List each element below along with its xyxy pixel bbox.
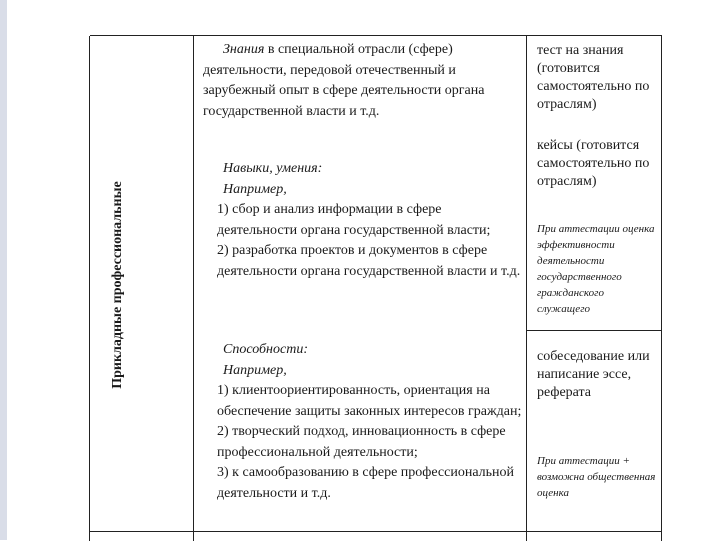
skills-item-2: 2) разработка проектов и документов в сфере деятельности органа государственной власти и т.д. bbox=[217, 243, 521, 279]
assessment-test-text: тест на знания (готовится самостоятельно по отраслям) bbox=[537, 43, 650, 112]
left-edge-strip bbox=[0, 0, 7, 540]
assessment-cases-note-text: При аттестации оценка эффективности деятельности государственного гражданского служащего bbox=[537, 223, 655, 315]
skills-block bbox=[203, 159, 525, 282]
table-border-left bbox=[89, 36, 90, 541]
skills-heading: Навыки, умения: bbox=[223, 161, 323, 176]
category-label: Прикладные профессиональные bbox=[110, 181, 125, 389]
skills-item-1: 1) сбор и анализ информации в сфере деятельности органа государственной власти; bbox=[217, 202, 491, 238]
column-divider-1 bbox=[193, 36, 194, 541]
abilities-heading: Способности: bbox=[223, 342, 308, 357]
assessment-interview-text: собеседование или написание эссе, реферата bbox=[537, 349, 650, 400]
assessment-cases bbox=[537, 137, 657, 191]
column-divider-2 bbox=[526, 36, 527, 541]
knowledge-text-line1: в специальной отрасли (сфере) bbox=[264, 42, 453, 57]
abilities-block bbox=[203, 340, 525, 504]
table-border-right bbox=[661, 36, 662, 541]
assessment-interview bbox=[537, 348, 657, 402]
abilities-item-3: 3) к самообразованию в сфере профессиональной деятельности и т.д. bbox=[217, 465, 515, 501]
knowledge-text: деятельности, передовой отечественный и зарубежный опыт в сфере деятельности органа государственной власти и т.д. bbox=[203, 62, 485, 119]
assessment-interview-note bbox=[537, 453, 657, 501]
assessment-cases-note bbox=[537, 221, 657, 317]
assessment-test bbox=[537, 42, 657, 114]
knowledge-block bbox=[203, 40, 525, 122]
assessment-interview-note-text: При аттестации + возможна общественная оценка bbox=[537, 455, 656, 499]
abilities-item-2: 2) творческий подход, инновационность в сфере профессиональной деятельности; bbox=[217, 424, 506, 460]
abilities-item-1: 1) клиентоориентированность, ориентация на обеспечение защиты законных интересов граждан; bbox=[217, 383, 522, 419]
abilities-example: Например, bbox=[223, 362, 287, 378]
assessment-cases-text: кейсы (готовится самостоятельно по отраслям) bbox=[537, 138, 650, 189]
knowledge-heading: Знания bbox=[223, 42, 265, 57]
skills-example: Например, bbox=[223, 181, 287, 197]
row-divider-right bbox=[526, 330, 661, 331]
row-divider-bottom bbox=[90, 531, 662, 532]
